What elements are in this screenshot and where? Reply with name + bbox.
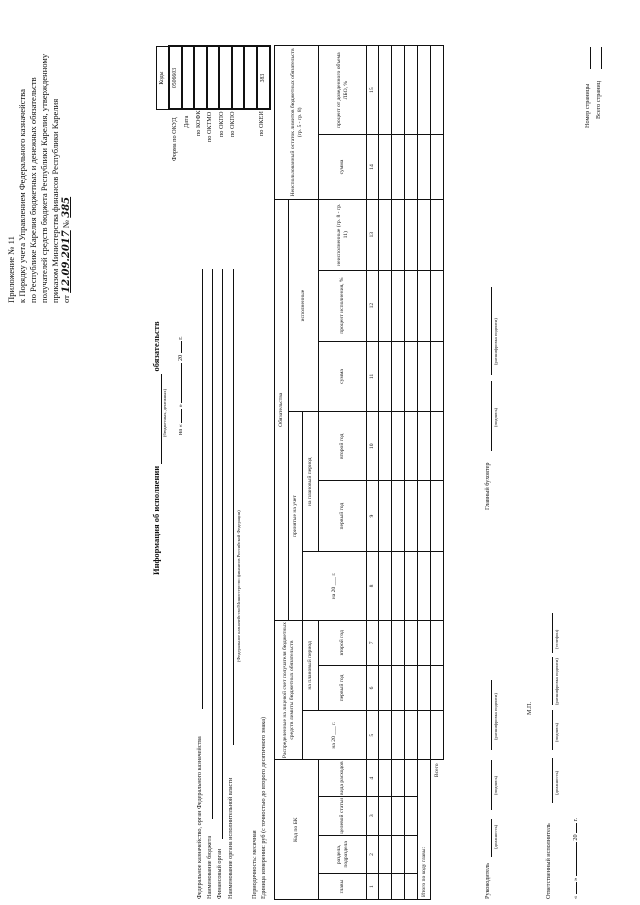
code-oktmo-value[interactable]: [207, 47, 220, 110]
field-exec-organ-label: Наименование органа исполнительной власти: [227, 777, 234, 899]
col-num: 2: [367, 835, 379, 874]
table-row[interactable]: [379, 46, 392, 900]
code-label-date: Дата: [183, 115, 190, 128]
grand-total-row[interactable]: [431, 46, 444, 900]
report-date-line: [177, 336, 184, 435]
appendix-block: [6, 54, 74, 303]
periodicity: Периодичность: месячная: [251, 830, 258, 899]
from-label: от: [61, 295, 71, 303]
column-numbers-row: [367, 46, 379, 900]
code-blank-value[interactable]: [244, 47, 257, 110]
resp-position-line[interactable]: [552, 758, 553, 803]
resp-sign-caption: (подпись): [554, 722, 559, 742]
col-unexecuted: неисполненные (гр. 8 - гр. 11): [319, 199, 367, 270]
col-executed: исполненные: [289, 199, 319, 412]
chief-decode-caption: (расшифровка подписи): [493, 318, 498, 365]
col-num: 1: [367, 874, 379, 900]
chief-decode-line[interactable]: [491, 287, 492, 375]
total-by-chapter-label: Итого по коду главы:: [418, 760, 431, 900]
year-prefix: 20: [177, 354, 184, 362]
col-num: 15: [367, 46, 379, 135]
head-decode-caption: (расшифровка подписи): [493, 693, 498, 740]
col-num: 3: [367, 796, 379, 835]
total-by-chapter-row[interactable]: [418, 46, 431, 900]
resp-sign-line[interactable]: [552, 710, 553, 750]
fin-caption: (Федеральное казначейство/Министерство финансов Российской Федерации): [236, 510, 241, 662]
col-obligations: Обязательства: [275, 199, 289, 620]
codes-header: Коды: [157, 47, 170, 110]
number-label: №: [61, 219, 71, 229]
col-exec-pct: процент исполнения, %: [319, 270, 367, 341]
pages-total-line[interactable]: [601, 47, 602, 69]
col-kod-bk: Код по БК: [275, 760, 319, 900]
handwritten-date: 12.09.2017: [61, 230, 72, 293]
code-label-kofk: по КОФК: [195, 110, 202, 136]
page-number-label: Номер страницы: [584, 83, 591, 128]
code-date-value[interactable]: [182, 47, 195, 110]
col-on-year-limits: на 20 ___ г.: [303, 711, 367, 760]
field-finorgan-label: Финансовый орган: [216, 848, 223, 899]
col-second-year-accepted: второй год: [319, 412, 367, 481]
appendix-line: Приложение № 11: [6, 236, 16, 303]
head-decode-line[interactable]: [491, 680, 492, 750]
resp-phone-line[interactable]: [552, 613, 553, 653]
col-num: 6: [367, 665, 379, 710]
footer-chief-accountant-label: Главный буховтер: [484, 462, 491, 510]
table-row[interactable]: [392, 46, 405, 900]
title-left: Информация об исполнении: [151, 465, 161, 575]
code-label-oktmo: по ОКТМО: [206, 111, 213, 142]
field-fed-treasury-label: Федеральное казначейство, орган Федерального казначейства: [196, 736, 203, 899]
col-num: 12: [367, 270, 379, 341]
footer-date-close: »: [572, 877, 579, 881]
col-razdel: раздела, подраздела: [319, 835, 367, 874]
date-open-quote: на «: [177, 424, 184, 435]
year-suffix: г.: [177, 336, 184, 340]
date-close-quote: »: [177, 404, 184, 408]
col-num: 14: [367, 135, 379, 199]
title-right: обязательств: [151, 321, 161, 372]
obligations-table: [274, 45, 444, 900]
footer-head-label: Руководитель: [484, 863, 491, 899]
footer-year: 20: [572, 834, 579, 841]
appendix-line: получателей средств бюджета Республики Карелия, утвержденному: [39, 53, 49, 303]
appendix-date-line: [61, 54, 74, 303]
col-num: 13: [367, 199, 379, 270]
handwritten-number: 385: [61, 196, 72, 218]
col-unused-pct: процент от доведенного объема ЛБО, %: [319, 46, 367, 135]
appendix-line: по Республике Карелия бюджетных и денежных обязательств: [28, 77, 38, 303]
stamp-mp: М.П.: [526, 701, 533, 715]
col-num: 11: [367, 341, 379, 412]
footer-responsible-label: Ответственный исполнитель: [545, 823, 552, 899]
col-on-year-accepted: на 20 ___ г.: [303, 552, 367, 621]
form-title: [152, 321, 162, 575]
head-position-line[interactable]: [491, 819, 492, 857]
resp-decode-caption: (расшифровка подписи): [554, 658, 559, 705]
unit-of-measure: Единица измерения: руб (с точностью до второго десятичного знака): [260, 716, 267, 899]
pages-total-label: Всего страниц: [595, 80, 602, 119]
code-label-okud: Форма по ОКУД: [171, 117, 178, 161]
head-sign-line[interactable]: [491, 760, 492, 810]
col-first-year-accepted: первый год: [319, 481, 367, 552]
col-accepted: принятые на учет: [289, 412, 303, 620]
col-num: 4: [367, 760, 379, 797]
col-vid: вида расходов: [319, 760, 367, 797]
code-okpo1-value[interactable]: [219, 47, 232, 110]
footer-year-suffix: г.: [572, 817, 579, 822]
col-num: 5: [367, 711, 379, 760]
code-label-okpo-2: по ОКПО: [229, 111, 236, 137]
field-fed-treasury-line[interactable]: [202, 269, 203, 709]
code-okei-value[interactable]: 383: [257, 47, 270, 110]
resp-phone-caption: (телефон): [554, 629, 559, 649]
col-second-year-limits: второй год: [319, 620, 367, 665]
col-glava: главы: [319, 874, 367, 900]
code-label-okpo-1: по ОКПО: [218, 111, 225, 137]
footer-date-line: [572, 818, 579, 899]
codes-table: [156, 46, 270, 110]
col-unused-remainder: Неиспользованный остаток лимитов бюджетных обязательств (гр. 5 - гр. 8): [275, 46, 319, 200]
col-num: 7: [367, 620, 379, 665]
page-number-line[interactable]: [590, 47, 591, 69]
appendix-line: приказом Министерства финансов Республики Карелия: [50, 98, 60, 303]
col-celevaya: целевой статьи: [319, 796, 367, 835]
code-okpo2-value[interactable]: [232, 47, 245, 110]
chief-sign-line[interactable]: [491, 381, 492, 451]
code-okud-value[interactable]: 0506603: [169, 47, 182, 110]
chief-sign-caption: (подпись): [493, 407, 498, 427]
col-num: 8: [367, 552, 379, 621]
grand-total-label: Всего: [431, 760, 444, 900]
col-plan-period-accepted: на плановый период: [303, 412, 319, 552]
field-budget-label: Наименование бюджета: [206, 835, 213, 899]
code-kofk-value[interactable]: [194, 47, 207, 110]
resp-decode-line[interactable]: [552, 657, 553, 705]
appendix-line: к Порядку учета Управлением Федерального казначейства: [17, 89, 27, 303]
field-exec-organ-line[interactable]: [233, 269, 234, 745]
footer-date-open: «: [572, 895, 579, 899]
field-budget-line[interactable]: [212, 269, 213, 819]
col-plan-period-limits: на плановый период: [303, 620, 319, 710]
field-finorgan-line[interactable]: [222, 269, 223, 839]
head-sign-caption: (подпись): [493, 775, 498, 795]
col-first-year-limits: первый год: [319, 665, 367, 710]
col-limits: Распределенные на лицевой счет получателя бюджетных средств лимиты бюджетных обязательств: [275, 620, 303, 760]
resp-position-caption: (должность): [554, 770, 559, 795]
col-num: 9: [367, 481, 379, 552]
col-num: 10: [367, 412, 379, 481]
col-unused-sum: сумма: [319, 135, 367, 199]
title-under-caption: (бюджетных, денежных): [162, 388, 167, 437]
head-position-caption: (должность): [493, 824, 498, 849]
table-row[interactable]: [405, 46, 418, 900]
code-label-okei: по ОКЕИ: [258, 111, 265, 136]
col-exec-sum: сумма: [319, 341, 367, 412]
